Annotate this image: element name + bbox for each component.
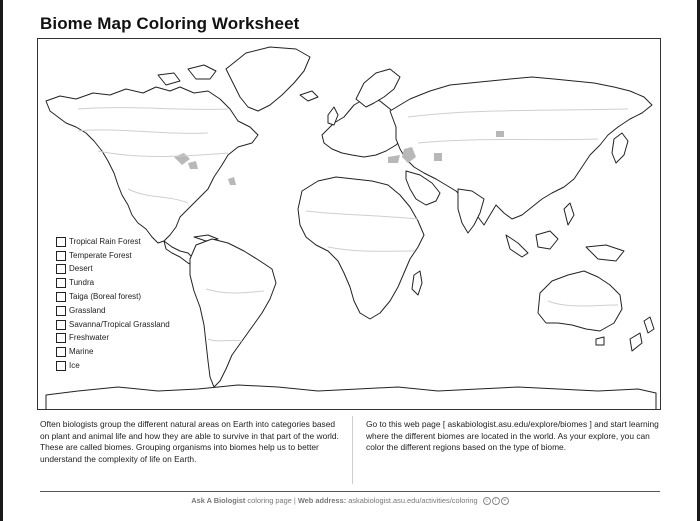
instructions-paragraph: Go to this web page [ askabiologist.asu.edu/explore/biomes ] and start learning where the different biomes are located in the world. As your explore, you can color the different regions based on the type of biome. bbox=[366, 419, 659, 453]
legend-item[interactable] bbox=[56, 290, 170, 304]
column-divider bbox=[352, 416, 353, 484]
intro-paragraph: Often biologists group the different natural areas on Earth into categories based on plant and animal life and how they are able to survive in that part of the world. These are called biomes. Grouping organisms into biomes help us to better understand the complexity of life on Earth. bbox=[40, 419, 339, 464]
new-zealand-north bbox=[644, 317, 654, 333]
legend-label: Desert bbox=[69, 264, 93, 274]
footer-url: askabiologist.asu.edu/activities/coloring bbox=[348, 496, 478, 505]
legend-item[interactable] bbox=[56, 332, 170, 346]
legend-item[interactable] bbox=[56, 359, 170, 373]
greenland bbox=[226, 47, 310, 111]
antarctica bbox=[46, 385, 656, 410]
legend-checkbox[interactable] bbox=[56, 278, 66, 288]
footer-rule bbox=[40, 491, 660, 492]
north-america bbox=[46, 87, 258, 243]
legend-item[interactable] bbox=[56, 304, 170, 318]
footer bbox=[0, 496, 700, 505]
footer-page-label: coloring page | bbox=[247, 496, 296, 505]
legend-label: Tundra bbox=[69, 278, 95, 288]
legend-checkbox[interactable] bbox=[56, 347, 66, 357]
legend-checkbox[interactable] bbox=[56, 320, 66, 330]
legend-item[interactable] bbox=[56, 318, 170, 332]
philippines bbox=[564, 203, 574, 225]
biome-legend bbox=[56, 235, 170, 373]
africa bbox=[298, 177, 424, 319]
new-zealand-south bbox=[630, 333, 642, 351]
legend-label: Temperate Forest bbox=[69, 250, 132, 260]
legend-item[interactable] bbox=[56, 263, 170, 277]
borneo bbox=[536, 231, 558, 249]
legend-item[interactable] bbox=[56, 345, 170, 359]
page-edge-left bbox=[0, 0, 3, 521]
arctic-island-2 bbox=[158, 73, 180, 85]
legend-checkbox[interactable] bbox=[56, 361, 66, 371]
legend-checkbox[interactable] bbox=[56, 333, 66, 343]
legend-checkbox[interactable] bbox=[56, 251, 66, 261]
arctic-island-1 bbox=[188, 65, 216, 79]
legend-label: Savanna/Tropical Grassland bbox=[69, 319, 170, 329]
legend-label: Grassland bbox=[69, 305, 106, 315]
creative-commons-icon: c i = bbox=[483, 497, 509, 505]
iceland bbox=[300, 91, 318, 101]
legend-label: Taiga (Boreal forest) bbox=[69, 292, 142, 302]
worksheet-title: Biome Map Coloring Worksheet bbox=[40, 14, 300, 33]
legend-checkbox[interactable] bbox=[56, 306, 66, 316]
legend-item[interactable] bbox=[56, 235, 170, 249]
sumatra bbox=[506, 235, 528, 257]
legend-label: Ice bbox=[69, 361, 80, 371]
new-guinea bbox=[586, 245, 624, 261]
south-america bbox=[190, 239, 276, 387]
madagascar bbox=[412, 271, 422, 295]
footer-web-label: Web address: bbox=[297, 496, 347, 505]
australia bbox=[538, 271, 622, 331]
legend-checkbox[interactable] bbox=[56, 237, 66, 247]
legend-item[interactable] bbox=[56, 249, 170, 263]
legend-checkbox[interactable] bbox=[56, 264, 66, 274]
legend-checkbox[interactable] bbox=[56, 292, 66, 302]
legend-label: Tropical Rain Forest bbox=[69, 236, 141, 246]
japan bbox=[612, 133, 628, 163]
legend-item[interactable] bbox=[56, 276, 170, 290]
legend-label: Freshwater bbox=[69, 333, 110, 343]
footer-brand: Ask A Biologist bbox=[191, 496, 246, 505]
legend-label: Marine bbox=[69, 347, 94, 357]
tasmania bbox=[596, 337, 604, 345]
